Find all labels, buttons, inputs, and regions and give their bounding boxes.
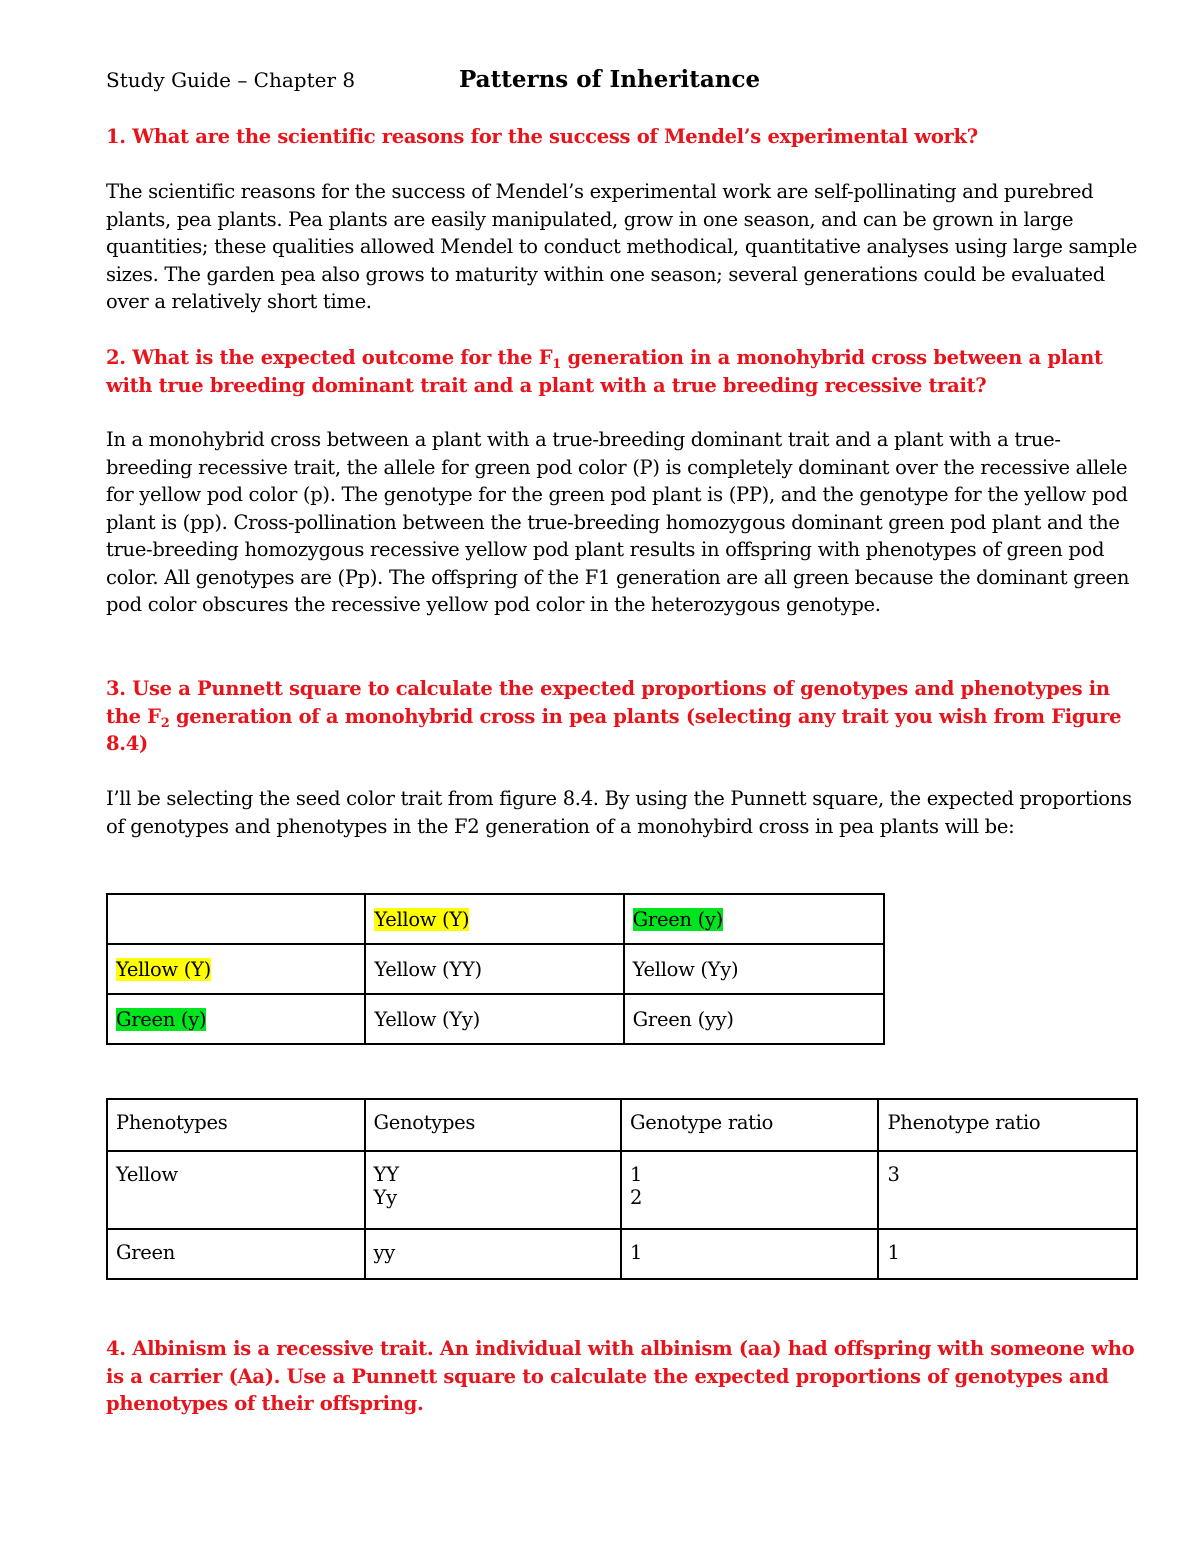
ratio-phenotype-ratio-cell: 1 — [878, 1229, 1137, 1279]
punnett-col-header-yellow-text: Yellow (Y) — [374, 907, 470, 931]
question-2-text-a: 2. What is the expected outcome for the F — [106, 346, 553, 369]
genotype-ratio-value: 1 — [630, 1163, 643, 1186]
punnett-row-yellow — [107, 944, 884, 994]
ratio-genotype-ratio-cell: 1 — [621, 1229, 878, 1279]
punnett-row-header-green-text: Green (y) — [116, 1007, 207, 1031]
ratio-phenotype-cell: Green — [107, 1229, 365, 1279]
punnett-row-header-yellow — [107, 944, 365, 994]
page-title: Patterns of Inheritance — [459, 66, 761, 93]
question-4: 4. Albinism is a recessive trait. An individual with albinism (aa) had offspring with someone who is a carrier (Aa). Use a Punnett square to calculate the expected proportions of genotypes and phenotypes of their offspring. — [106, 1337, 1135, 1415]
page-header — [106, 66, 1136, 96]
punnett-col-header-green-text: Green (y) — [632, 907, 723, 931]
question-3-text-a: 3. Use a Punnett square to calculate the expected proportions of genotypes and phenotypes in the F — [106, 677, 1110, 728]
punnett-header-row — [107, 894, 884, 944]
genotype-ratio-value: 2 — [630, 1186, 643, 1209]
ratio-header-cell: Phenotype ratio — [878, 1099, 1137, 1151]
punnett-cell: Yellow (Yy) — [624, 944, 884, 994]
genotype-value: YY — [373, 1163, 399, 1186]
answer-3: I’ll be selecting the seed color trait from figure 8.4. By using the Punnett square, the expected proportions of genotypes and phenotypes in the F2 generation of a monohybird cross in pea plants will be: — [106, 787, 1132, 838]
ratio-table — [106, 1098, 1138, 1280]
punnett-row-header-yellow-text: Yellow (Y) — [116, 957, 211, 981]
question-2-text-b: generation in a monohybrid cross between a plant with true breeding dominant trait and a plant with a true breeding recessive trait? — [106, 346, 1103, 397]
punnett-cell: Yellow (YY) — [365, 944, 623, 994]
punnett-cell: Green (yy) — [624, 994, 884, 1044]
punnett-col-header-yellow — [365, 894, 623, 944]
punnett-row-green — [107, 994, 884, 1044]
ratio-header-row — [107, 1099, 1137, 1151]
punnett-corner-cell — [107, 894, 365, 944]
question-3 — [106, 675, 1146, 758]
question-2 — [106, 344, 1146, 399]
punnett-row-header-green — [107, 994, 365, 1044]
punnett-cell: Yellow (Yy) — [365, 994, 623, 1044]
ratio-phenotype-cell: Yellow — [107, 1151, 365, 1229]
ratio-header-cell: Phenotypes — [107, 1099, 365, 1151]
ratio-genotypes-cell — [365, 1151, 622, 1229]
ratio-genotypes-cell: yy — [365, 1229, 622, 1279]
punnett-square-table — [106, 893, 885, 1045]
question-1: 1. What are the scientific reasons for the success of Mendel’s experimental work? — [106, 125, 978, 148]
question-3-subscript: 2 — [160, 715, 170, 731]
ratio-header-cell: Genotype ratio — [621, 1099, 878, 1151]
genotype-value: Yy — [373, 1186, 397, 1209]
ratio-row-yellow — [107, 1151, 1137, 1229]
ratio-header-cell: Genotypes — [365, 1099, 622, 1151]
answer-1: The scientific reasons for the success of Mendel’s experimental work are self-pollinating and purebred plants, pea plants. Pea plants are easily manipulated, grow in one season, and can be grown in large quantities; these qualities allowed Mendel to conduct methodical, quantitative analyses using large sample sizes. The garden pea also grows to maturity within one season; several generations could be evaluated over a relatively short time. — [106, 180, 1138, 313]
study-guide-label: Study Guide – Chapter 8 — [106, 68, 356, 92]
punnett-col-header-green — [624, 894, 884, 944]
ratio-row-green — [107, 1229, 1137, 1279]
answer-2: In a monohybrid cross between a plant with a true-breeding dominant trait and a plant with a true-breeding recessive trait, the allele for green pod color (P) is completely dominant over the recessive allele for yellow pod color (p). The genotype for the green pod plant is (PP), and the genotype for the yellow pod plant is (pp). Cross-pollination between the true-breeding homozygous dominant green pod plant and the true-breeding homozygous recessive yellow pod plant results in offspring with phenotypes of green pod color. All genotypes are (Pp). The offspring of the F1 generation are all green because the dominant green pod color obscures the recessive yellow pod color in the heterozygous genotype. — [106, 428, 1130, 616]
question-2-subscript: 1 — [552, 357, 562, 372]
ratio-genotype-ratio-cell — [621, 1151, 878, 1229]
ratio-phenotype-ratio-cell: 3 — [878, 1151, 1137, 1229]
question-3-text-b: generation of a monohybrid cross in pea plants (selecting any trait you wish from Figure 8.4) — [106, 704, 1122, 755]
